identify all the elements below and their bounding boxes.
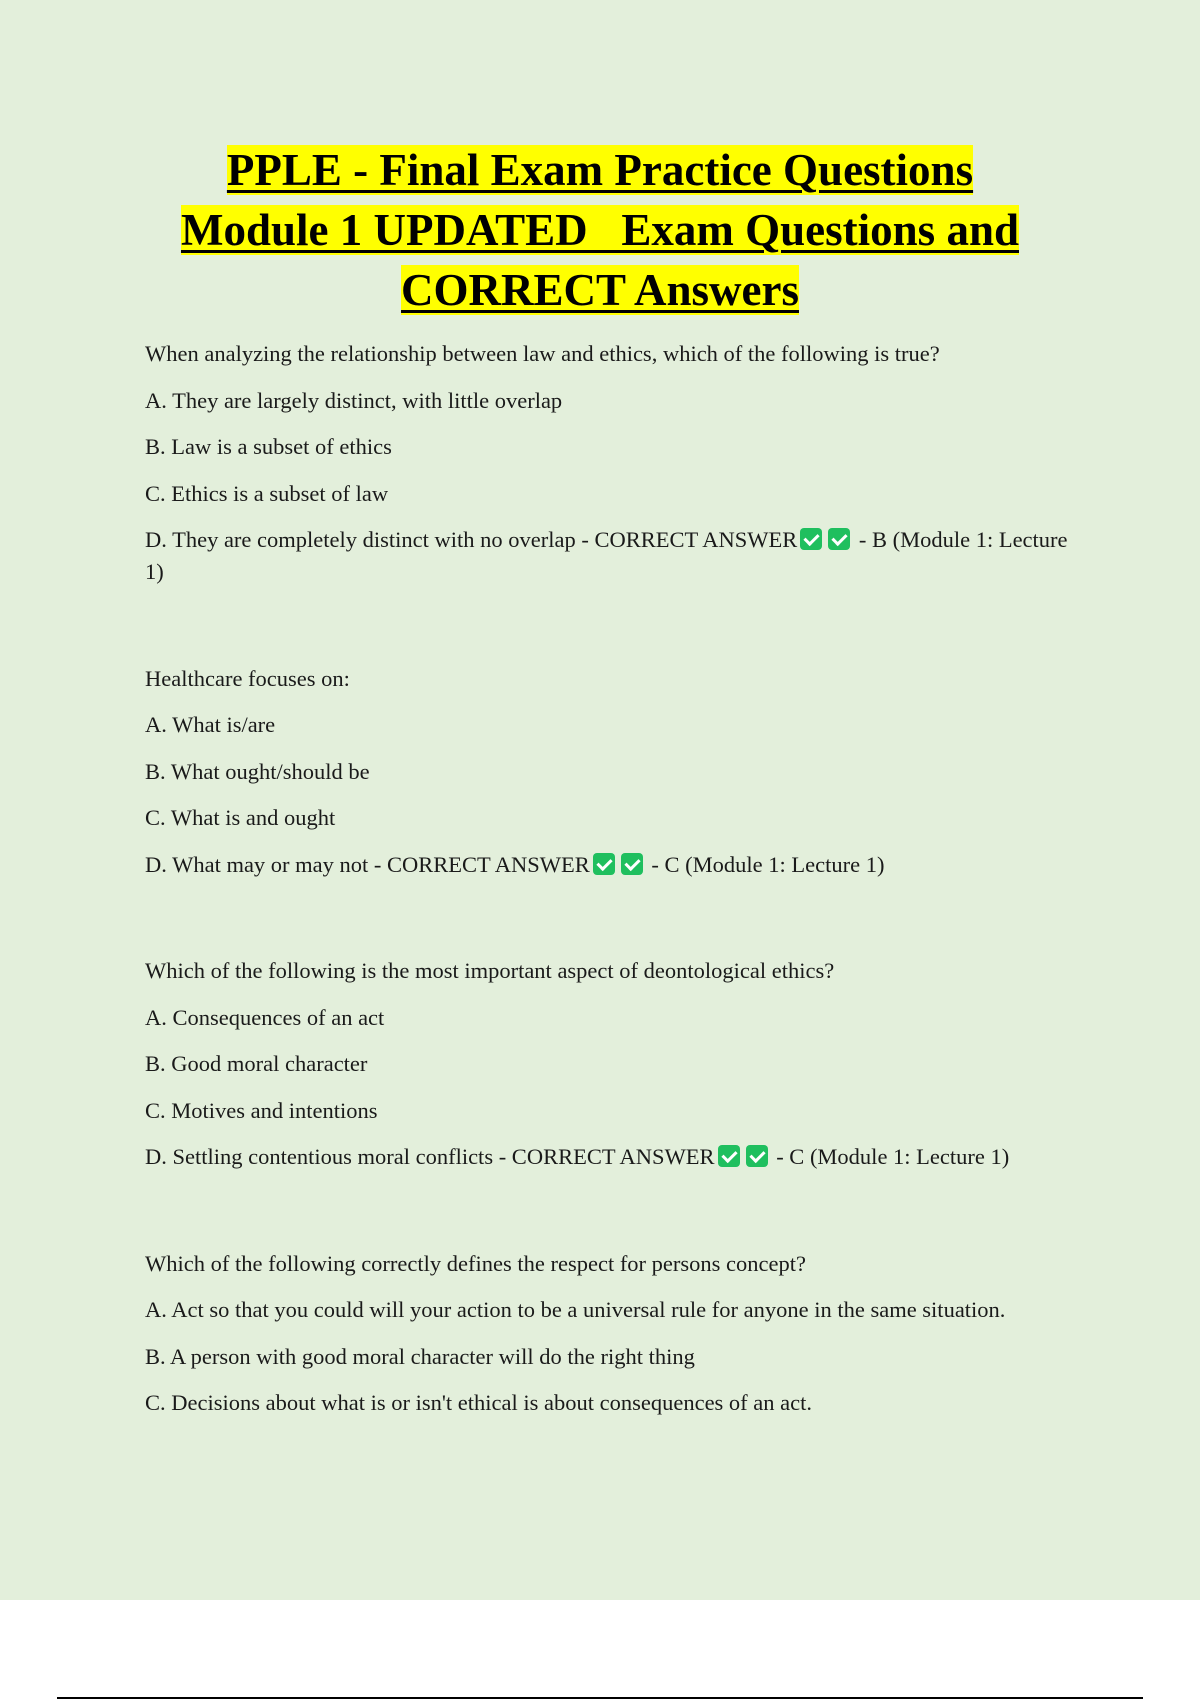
option-a: A. What is/are: [145, 712, 276, 737]
check-mark-icon: [621, 853, 643, 875]
question-text: Which of the following correctly defines the respect for persons concept?: [145, 1250, 806, 1276]
option-d: D. What may or may not - CORRECT ANSWER: [145, 851, 590, 877]
option-c: C. Decisions about what is or isn't ethical is about consequences of an act.: [145, 1390, 813, 1415]
question-4: [145, 1248, 1085, 1420]
title-line-3: CORRECT Answers: [401, 265, 799, 315]
spacer: [145, 603, 1085, 663]
check-mark-icon: [718, 1145, 740, 1167]
option-b: B. Law is a subset of ethics: [145, 434, 392, 459]
option-b: B. A person with good moral character will do the right thing: [145, 1343, 695, 1369]
question-1: [145, 338, 1085, 588]
check-mark-icon: [746, 1145, 768, 1167]
question-3: [145, 955, 1085, 1173]
option-c: C. Ethics is a subset of law: [145, 480, 389, 506]
option-a: A. Act so that you could will your action to be a universal rule for anyone in the same situation.: [145, 1297, 1006, 1322]
option-a: A. Consequences of an act: [145, 1004, 385, 1030]
question-2: [145, 663, 1085, 881]
footer-divider: [57, 1697, 1143, 1699]
check-mark-icon: [593, 853, 615, 875]
question-text: Healthcare focuses on:: [145, 665, 350, 691]
option-c: C. Motives and intentions: [145, 1097, 378, 1123]
option-b: B. What ought/should be: [145, 758, 370, 784]
correct-answer: - B (Module 1: Lecture 1): [145, 527, 1068, 584]
correct-answer: - C (Module 1: Lecture 1): [770, 1144, 1010, 1169]
option-d-with-answer: [145, 1141, 1085, 1173]
question-text: Which of the following is the most important aspect of deontological ethics?: [145, 958, 835, 983]
option-c: C. What is and ought: [145, 805, 336, 830]
document-title: [0, 140, 1200, 320]
title-line-2: Module 1 UPDATED Exam Questions and: [180, 205, 1019, 255]
question-text: When analyzing the relationship between law and ethics, which of the following is true?: [145, 341, 940, 366]
option-d: D. Settling contentious moral conflicts - CORRECT ANSWER: [145, 1144, 715, 1169]
title-line-1: PPLE - Final Exam Practice Questions: [226, 145, 974, 195]
question-list: [145, 338, 1085, 1434]
option-d-with-answer: [145, 524, 1085, 588]
spacer: [145, 1188, 1085, 1248]
option-d: D. They are completely distinct with no overlap - CORRECT ANSWER: [145, 527, 798, 552]
check-mark-icon: [800, 528, 822, 550]
spacer: [145, 895, 1085, 955]
option-a: A. They are largely distinct, with little overlap: [145, 387, 563, 413]
option-d-with-answer: [145, 849, 1085, 881]
check-mark-icon: [828, 528, 850, 550]
option-b: B. Good moral character: [145, 1051, 368, 1076]
correct-answer: - C (Module 1: Lecture 1): [645, 851, 885, 877]
